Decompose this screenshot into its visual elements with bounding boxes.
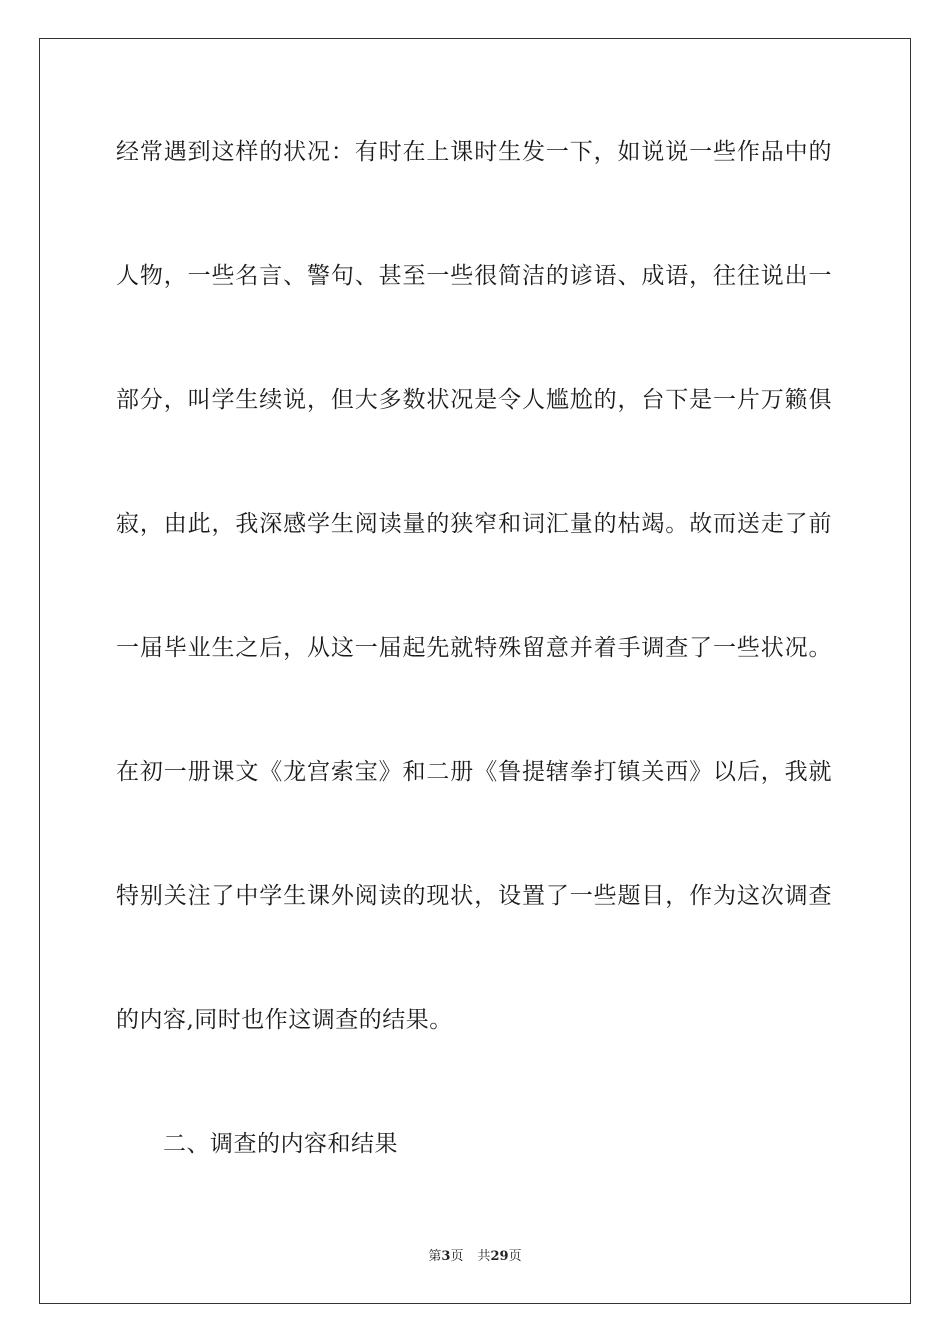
text-line-3: 部分，叫学生续说，但大多数状况是令人尴尬的，台下是一片万籁俱 <box>116 387 832 413</box>
text-line-6: 在初一册课文《龙宫索宝》和二册《鲁提辖拳打镇关西》以后，我就 <box>116 759 832 785</box>
footer-total-prefix: 共 <box>477 1249 491 1264</box>
footer-page-prefix: 第 <box>428 1249 442 1264</box>
text-line-5: 一届毕业生之后，从这一届起先就特殊留意并着手调查了一些状况。 <box>116 635 832 661</box>
text-line-4: 寂，由此，我深感学生阅读量的狭窄和词汇量的枯竭。故而送走了前 <box>116 511 832 537</box>
section-heading: 二、调查的内容和结果 <box>163 1131 398 1157</box>
text-line-2: 人物，一些名言、警句、甚至一些很简洁的谚语、成语，往往说出一 <box>116 263 832 289</box>
footer-page-number: 3 <box>441 1249 451 1264</box>
footer-total-pages: 29 <box>490 1249 509 1264</box>
text-line-8: 的内容,同时也作这调查的结果。 <box>116 1007 453 1033</box>
footer-total-suffix: 页 <box>508 1249 522 1264</box>
text-line-7: 特别关注了中学生课外阅读的现状，设置了一些题目，作为这次调查 <box>116 883 832 909</box>
page-border <box>39 38 911 1304</box>
text-line-1: 经常遇到这样的状况：有时在上课时生发一下，如说说一些作品中的 <box>116 139 832 165</box>
footer-page-suffix: 页 <box>450 1249 464 1264</box>
page-footer <box>0 1248 950 1266</box>
